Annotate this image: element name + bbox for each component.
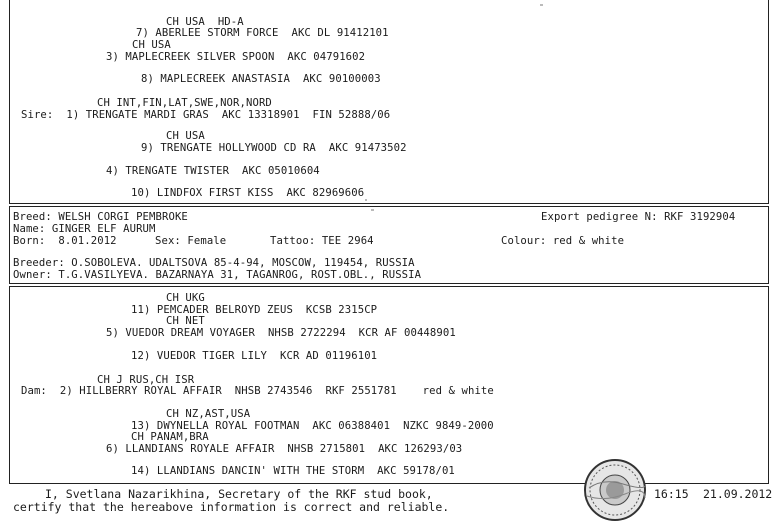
scan-speck — [365, 199, 367, 201]
scan-speck — [540, 4, 543, 6]
sex-text: Sex: Female — [155, 235, 227, 247]
dam-line-5: CH J RUS,CH ISR — [97, 374, 195, 386]
issue-time: 16:15 — [654, 487, 689, 501]
dam-line-8: 13) DWYNELLA ROYAL FOOTMAN AKC 06388401 NZKC 9849-2000 — [131, 420, 494, 432]
rkf-seal-stamp — [583, 458, 647, 522]
colour-text: Colour: red & white — [501, 235, 625, 247]
owner-text: Owner: T.G.VASILYEVA. BAZARNAYA 31, TAGANROG, ROST.OBL., RUSSIA — [13, 269, 422, 281]
sire-line-5: CH INT,FIN,LAT,SWE,NOR,NORD — [97, 97, 272, 109]
breed-text: Breed: WELSH CORGI PEMBROKE — [13, 211, 188, 223]
dam-line-7: CH NZ,AST,USA — [166, 408, 251, 420]
sire-line-10: 10) LINDFOX FIRST KISS AKC 82969606 — [131, 187, 365, 199]
issue-date: 21.09.2012 — [703, 487, 773, 501]
dam-line-6: Dam: 2) HILLBERRY ROYAL AFFAIR NHSB 2743546 RKF 2551781 red & white — [21, 385, 494, 397]
sire-line-6: Sire: 1) TRENGATE MARDI GRAS AKC 13318901 FIN 52888/06 — [21, 109, 391, 121]
sire-line-4: 8) MAPLECREEK ANASTASIA AKC 90100003 — [141, 73, 381, 85]
birth-date: Born: 8.01.2012 — [13, 235, 117, 247]
breeder-text: Breeder: O.SOBOLEVA. UDALTSOVA 85-4-94, MOSCOW, 119454, RUSSIA — [13, 257, 415, 269]
sire-line-0: CH USA HD-A — [166, 16, 244, 28]
sire-line-2: CH USA — [132, 39, 171, 51]
tattoo-text: Tattoo: TEE 2964 — [270, 235, 374, 247]
dam-line-9: CH PANAM,BRA — [131, 431, 209, 443]
dam-line-2: CH NET — [166, 315, 205, 327]
dog-name: Name: GINGER ELF AURUM — [13, 223, 156, 235]
certification-line-2: certify that the hereabove information is correct and reliable. — [13, 500, 450, 514]
sire-line-9: 4) TRENGATE TWISTER AKC 05010604 — [106, 165, 320, 177]
sire-line-3: 3) MAPLECREEK SILVER SPOON AKC 04791602 — [106, 51, 366, 63]
certification-line-1: I, Svetlana Nazarikhina, Secretary of the RKF stud book, — [45, 487, 433, 501]
sire-line-8: 9) TRENGATE HOLLYWOOD CD RA AKC 91473502 — [141, 142, 407, 154]
dam-line-1: 11) PEMCADER BELROYD ZEUS KCSB 2315CP — [131, 304, 378, 316]
dam-line-0: CH UKG — [166, 292, 205, 304]
dam-line-4: 12) VUEDOR TIGER LILY KCR AD 01196101 — [131, 350, 378, 362]
sire-line-7: CH USA — [166, 130, 205, 142]
dam-line-11: 14) LLANDIANS DANCIN' WITH THE STORM AKC 59178/01 — [131, 465, 455, 477]
dam-line-10: 6) LLANDIANS ROYALE AFFAIR NHSB 2715801 AKC 126293/03 — [106, 443, 463, 455]
dam-line-3: 5) VUEDOR DREAM VOYAGER NHSB 2722294 KCR AF 00448901 — [106, 327, 456, 339]
export-pedigree-number: Export pedigree N: RKF 3192904 — [541, 211, 736, 223]
sire-line-1: 7) ABERLEE STORM FORCE AKC DL 91412101 — [136, 27, 389, 39]
scan-speck — [371, 209, 374, 211]
